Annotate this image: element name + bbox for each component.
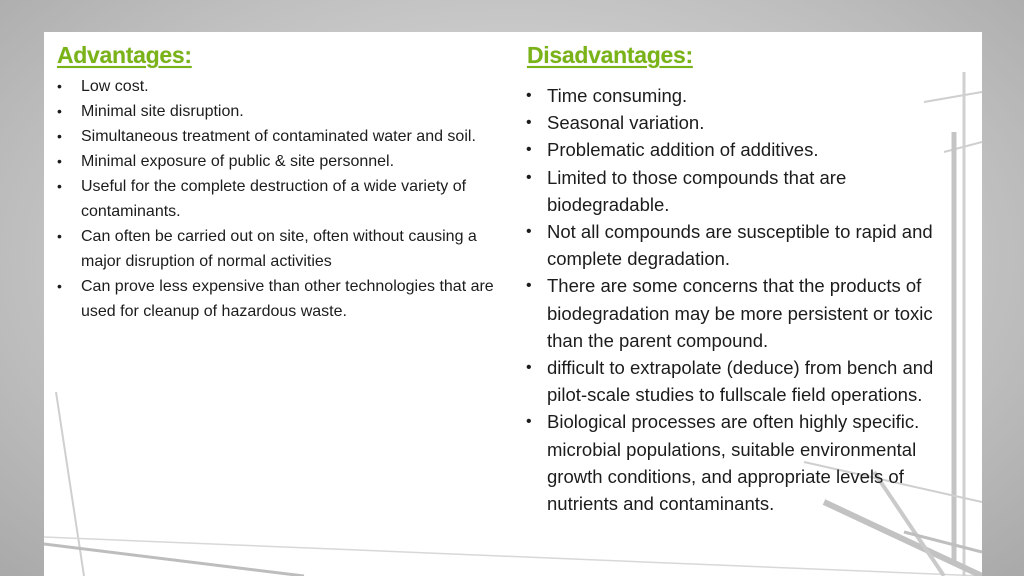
disadvantage-item: • difficult to extrapolate (deduce) from bench and pilot-scale studies to fullscale field operations. [526,354,966,408]
disadvantage-item: • Time consuming. [526,82,966,109]
advantage-item: • Low cost. [57,74,497,99]
advantages-heading: Advantages: [57,42,192,68]
disadvantage-item: • There are some concerns that the products of biodegradation may be more persistent or toxic than the parent compound. [526,272,966,354]
advantage-item: • Useful for the complete destruction of a wide variety of contaminants. [57,174,497,224]
disadvantages-heading: Disadvantages: [527,42,693,68]
disadvantages-column [526,40,966,517]
disadvantage-item: • Seasonal variation. [526,109,966,136]
disadvantage-item: • Limited to those compounds that are biodegradable. [526,164,966,218]
advantage-item: • Minimal site disruption. [57,99,497,124]
slide [44,32,982,576]
advantages-list [57,74,497,324]
advantage-item: • Simultaneous treatment of contaminated water and soil. [57,124,497,149]
disadvantage-item: • Not all compounds are susceptible to rapid and complete degradation. [526,218,966,272]
disadvantage-item: • Problematic addition of additives. [526,136,966,163]
disadvantages-list [526,82,966,517]
advantage-item: • Minimal exposure of public & site personnel. [57,149,497,174]
advantages-column [57,40,497,324]
advantage-item: • Can prove less expensive than other technologies that are used for cleanup of hazardous waste. [57,274,497,324]
disadvantage-item: • Biological processes are often highly specific. microbial populations, suitable environmental growth conditions, and appropriate levels of nutrients and contaminants. [526,408,966,517]
advantage-item: • Can often be carried out on site, often without causing a major disruption of normal activities [57,224,497,274]
